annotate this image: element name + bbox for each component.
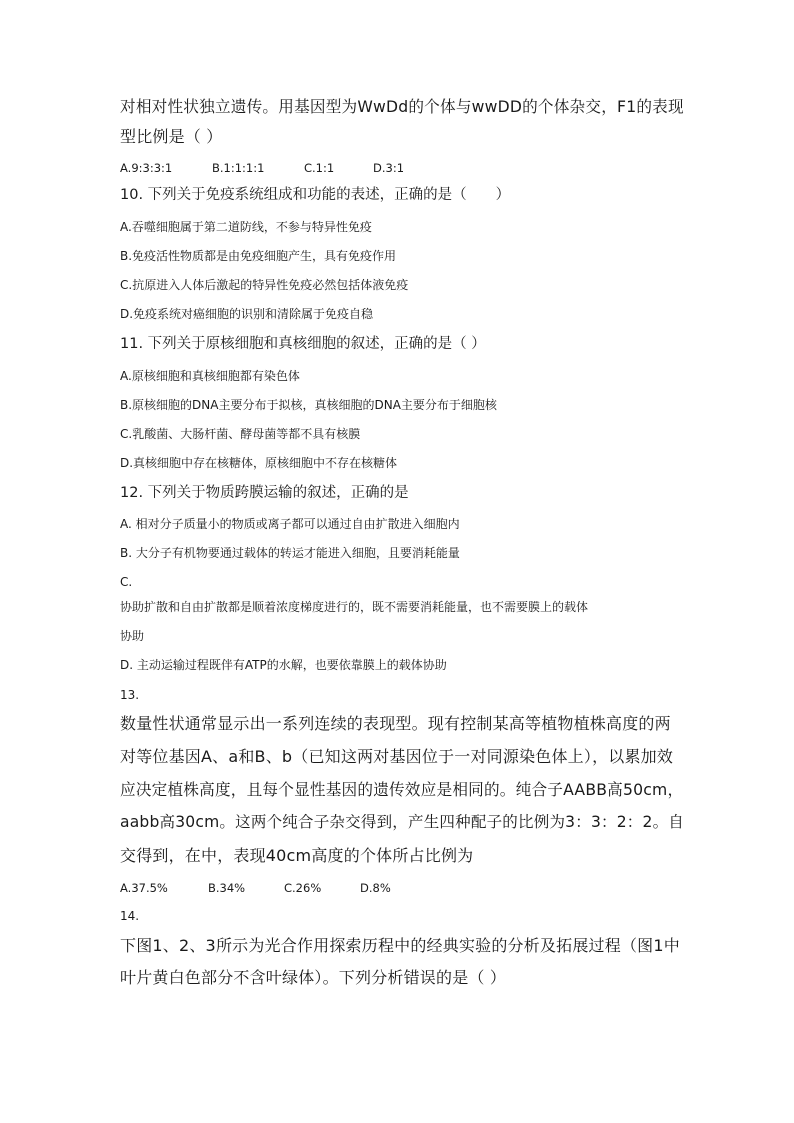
q12-option-c-line-1: 协助扩散和自由扩散都是顺着浓度梯度进行的，既不需要消耗能量，也不需要膜上的载体 bbox=[120, 600, 589, 614]
q9-stem-line-2: 型比例是（ ） bbox=[120, 127, 223, 146]
q10-option-b: B.免疫活性物质都是由免疫细胞产生，具有免疫作用 bbox=[120, 249, 397, 263]
q9-option-b: B.1:1:1:1 bbox=[212, 161, 265, 175]
q10-option-d: D.免疫系统对癌细胞的识别和清除属于免疫自稳 bbox=[120, 307, 374, 321]
q12-option-c-label: C. bbox=[120, 575, 133, 589]
q13-option-d: D.8% bbox=[360, 881, 391, 895]
q13-option-c: C.26% bbox=[284, 881, 322, 895]
q10-option-c: C.抗原进入人体后激起的特异性免疫必然包括体液免疫 bbox=[120, 278, 409, 292]
q13-option-a: A.37.5% bbox=[120, 881, 168, 895]
q13-stem-line-2: 对等位基因A、a和B、b（已知这两对基因位于一对同源染色体上），以累加效 bbox=[120, 747, 674, 766]
q13-stem-line-5: 交得到，在中，表现40cm高度的个体所占比例为 bbox=[120, 846, 474, 865]
q11-option-c: C.乳酸菌、大肠杆菌、酵母菌等都不具有核膜 bbox=[120, 427, 361, 441]
q9-option-d: D.3:1 bbox=[373, 161, 405, 175]
q14-stem-line-2: 叶片黄白色部分不含叶绿体）。下列分析错误的是（ ） bbox=[120, 968, 507, 987]
q12-option-b: B. 大分子有机物要通过载体的转运才能进入细胞，且要消耗能量 bbox=[120, 546, 460, 560]
q13-option-b: B.34% bbox=[208, 881, 246, 895]
q9-option-c: C.1:1 bbox=[304, 161, 335, 175]
q14-number: 14. bbox=[120, 909, 140, 923]
q11-option-d: D.真核细胞中存在核糖体，原核细胞中不存在核糖体 bbox=[120, 456, 398, 470]
q10-stem: 10. 下列关于免疫系统组成和功能的表述，正确的是（ ） bbox=[120, 187, 511, 203]
q14-stem-line-1: 下图1、2、3所示为光合作用探索历程中的经典实验的分析及拓展过程（图1中 bbox=[120, 936, 680, 955]
q13-stem-line-3: 应决定植株高度，且每个显性基因的遗传效应是相同的。纯合子AABB高50cm， bbox=[120, 780, 684, 799]
q11-stem: 11. 下列关于原核细胞和真核细胞的叙述，正确的是（ ） bbox=[120, 336, 486, 352]
q9-stem-line-1: 对相对性状独立遗传。用基因型为WwDd的个体与wwDD的个体杂交，F1的表现 bbox=[120, 97, 684, 116]
q11-option-a: A.原核细胞和真核细胞都有染色体 bbox=[120, 369, 300, 383]
q13-stem-line-4: aabb高30cm。这两个纯合子杂交得到，产生四种配子的比例为3：3：2：2。自 bbox=[120, 813, 685, 831]
q12-stem: 12. 下列关于物质跨膜运输的叙述，正确的是 bbox=[120, 485, 409, 501]
q12-option-c-line-2: 协助 bbox=[120, 629, 145, 643]
q10-option-a: A.吞噬细胞属于第二道防线，不参与特异性免疫 bbox=[120, 220, 372, 234]
q9-option-a: A.9:3:3:1 bbox=[120, 161, 173, 175]
q13-stem-line-1: 数量性状通常显示出一系列连续的表现型。现有控制某高等植物植株高度的两 bbox=[120, 714, 671, 733]
q11-option-b: B.原核细胞的DNA主要分布于拟核，真核细胞的DNA主要分布于细胞核 bbox=[120, 398, 497, 412]
q12-option-a: A. 相对分子质量小的物质或离子都可以通过自由扩散进入细胞内 bbox=[120, 517, 460, 531]
q12-option-d: D. 主动运输过程既伴有ATP的水解，也要依靠膜上的载体协助 bbox=[120, 658, 447, 672]
q13-number: 13. bbox=[120, 688, 140, 702]
